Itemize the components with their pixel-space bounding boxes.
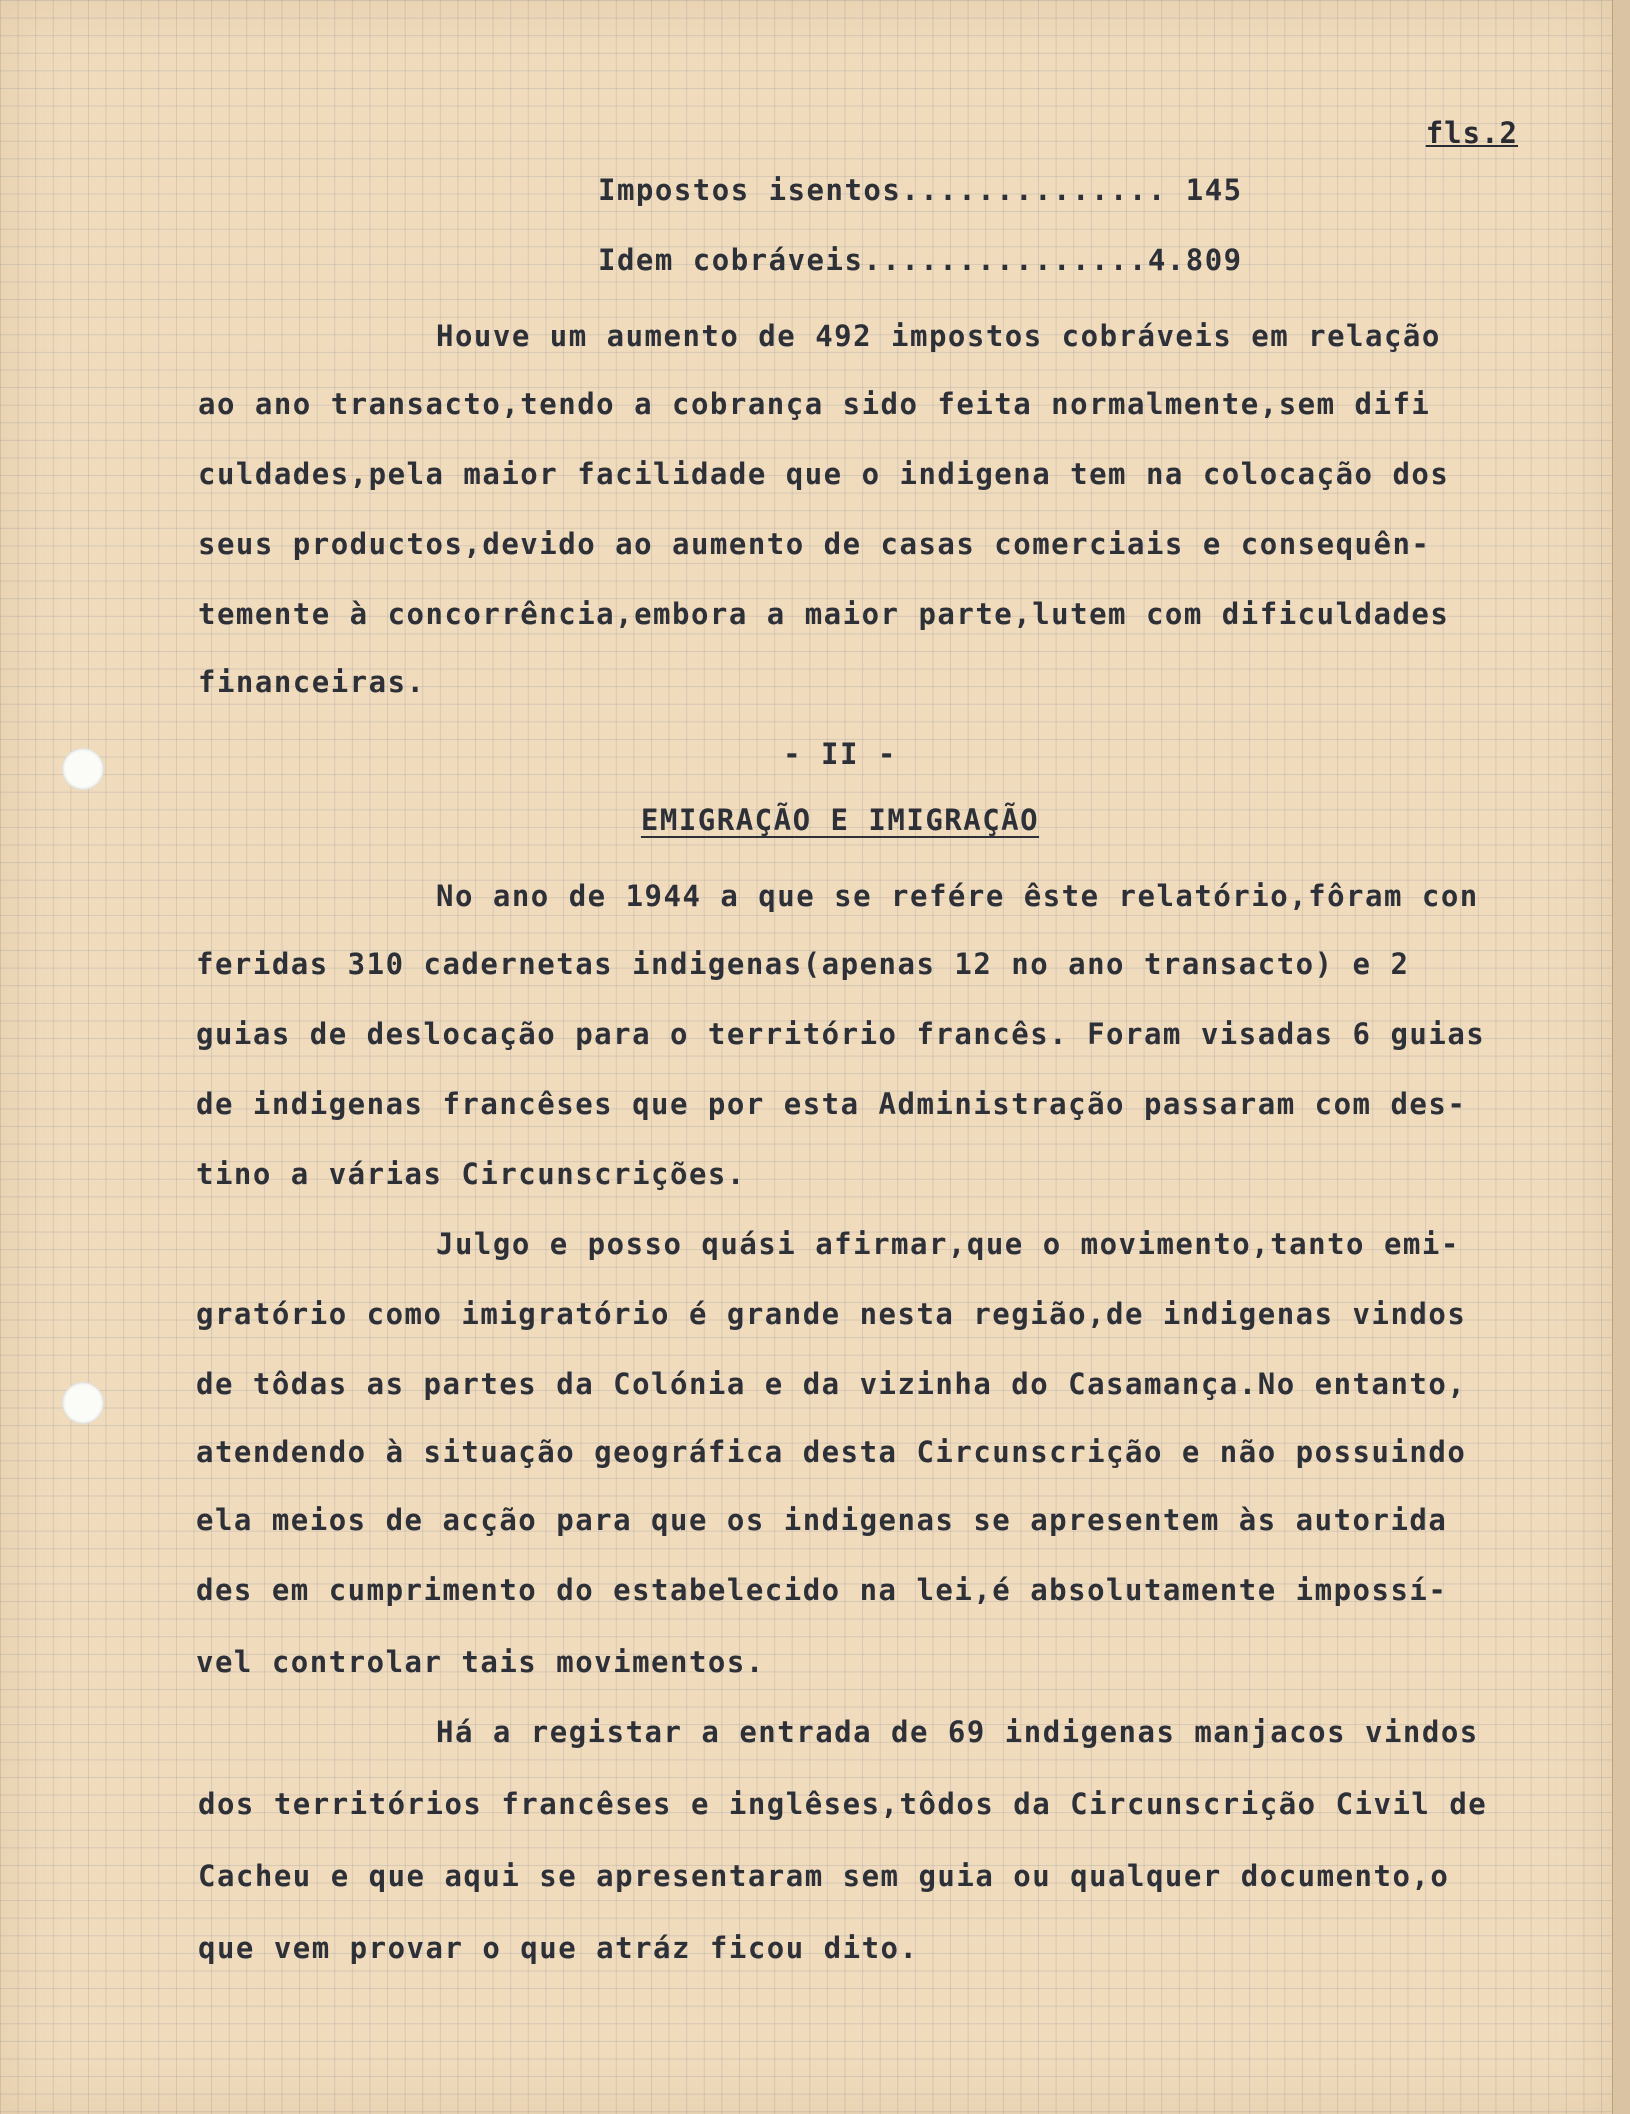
paragraph-2-line-1: No ano de 1944 a que se refére êste relatório,fôram con (436, 879, 1479, 913)
paper-edge (1612, 0, 1630, 2114)
paragraph-4-line-1: Há a registar a entrada de 69 indigenas manjacos vindos (436, 1715, 1479, 1749)
tax-line-collectable: Idem cobráveis...............4.809 (598, 243, 1243, 277)
paragraph-3-line-1: Julgo e posso quási afirmar,que o movimento,tanto emi- (436, 1227, 1460, 1261)
paragraph-3-line-7: vel controlar tais movimentos. (196, 1645, 765, 1679)
tax-line-exempt: Impostos isentos.............. 145 (598, 173, 1243, 207)
paragraph-2-line-2: feridas 310 cadernetas indigenas(apenas 12 no ano transacto) e 2 (196, 947, 1410, 981)
paragraph-2-line-4: de indigenas francêses que por esta Administração passaram com des- (196, 1087, 1467, 1121)
paragraph-1-line-5: temente à concorrência,embora a maior parte,lutem com dificuldades (198, 597, 1450, 631)
paragraph-4-line-3: Cacheu e que aqui se apresentaram sem guia ou qualquer documento,o (198, 1859, 1450, 1893)
paragraph-2-line-3: guias de deslocação para o território francês. Foram visadas 6 guias (196, 1017, 1486, 1051)
paragraph-1-line-3: culdades,pela maior facilidade que o indigena tem na colocação dos (198, 457, 1450, 491)
paragraph-4-line-4: que vem provar o que atráz ficou dito. (198, 1931, 919, 1965)
paragraph-2-line-5: tino a várias Circunscrições. (196, 1157, 746, 1191)
paragraph-1-line-6: financeiras. (198, 665, 426, 699)
paragraph-3-line-5: ela meios de acção para que os indigenas se apresentem às autorida (196, 1503, 1448, 1537)
section-number: - II - (783, 737, 897, 771)
paragraph-1-line-2: ao ano transacto,tendo a cobrança sido feita normalmente,sem difi (198, 387, 1431, 421)
paragraph-4-line-2: dos territórios francêses e inglêses,tôdos da Circunscrição Civil de (198, 1787, 1488, 1821)
paragraph-1-line-4: seus productos,devido ao aumento de casas comerciais e consequên- (198, 527, 1431, 561)
section-title: EMIGRAÇÃO E IMIGRAÇÃO (640, 803, 1040, 837)
paragraph-1-line-1: Houve um aumento de 492 impostos cobráveis em relação (436, 319, 1441, 353)
page-number: fls.2 (1425, 116, 1518, 150)
punch-hole-bottom (62, 1382, 104, 1424)
paragraph-3-line-6: des em cumprimento do estabelecido na lei,é absolutamente impossí- (196, 1573, 1448, 1607)
paragraph-3-line-2: gratório como imigratório é grande nesta região,de indigenas vindos (196, 1297, 1467, 1331)
paragraph-3-line-4: atendendo à situação geográfica desta Circunscrição e não possuindo (196, 1435, 1467, 1469)
paragraph-3-line-3: de tôdas as partes da Colónia e da vizinha do Casamança.No entanto, (196, 1367, 1467, 1401)
